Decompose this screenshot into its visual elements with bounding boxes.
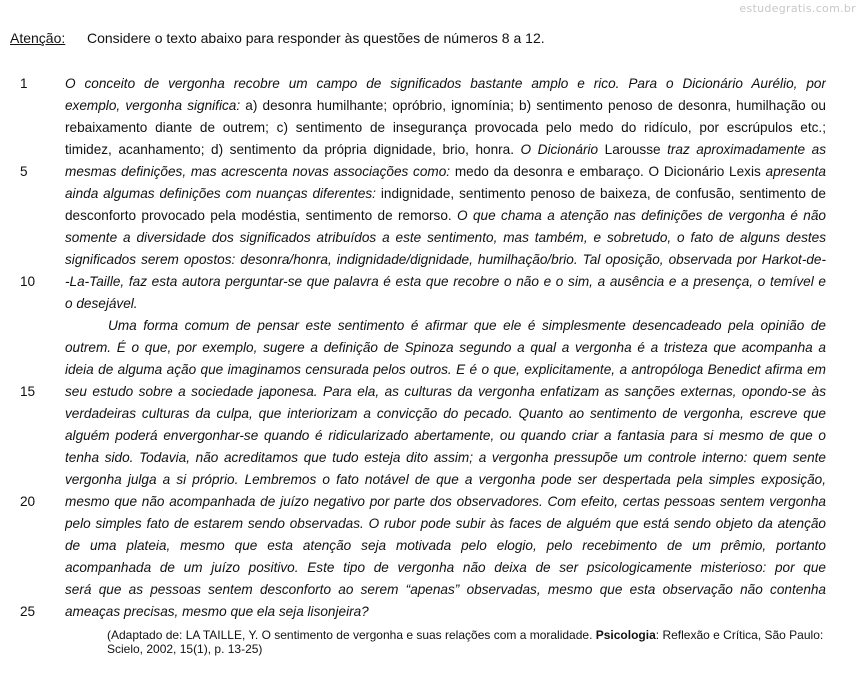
text-line (0, 293, 862, 315)
italic-segment: ideia de alguma ação que imaginamos censurada pelos outros. E é o que, explicitamente, a antropóloga Benedict afirma em (65, 362, 826, 377)
text-line (0, 469, 862, 491)
line-number: 15 (20, 384, 36, 399)
line-text (65, 249, 826, 271)
line-number: 20 (20, 494, 36, 509)
italic-segment: apresenta (765, 164, 826, 179)
italic-segment: significados serem opostos: desonra/honra, indignidade/dignidade, humilhação/brio. Tal oposição, observada por Harkot-de- (65, 252, 826, 267)
italic-segment: somente a diversidade dos significados atribuídos a este sentimento, mas também, e sobretudo, o fato de alguns destes (65, 230, 826, 245)
line-text (65, 447, 826, 469)
source-suffix: : Reflexão e Crítica, São Paulo: Scielo, 2002, 15(1), p. 13-25) (107, 628, 824, 656)
line-text (65, 73, 826, 95)
italic-segment: outrem. É o que, por exemplo, sugere a definição de Spinoza segundo a qual a vergonha é a tristeza que acompanha a (65, 340, 826, 355)
regular-segment: Larousse (598, 142, 668, 157)
line-text (65, 227, 826, 249)
italic-segment: o desejável. (65, 296, 138, 311)
attention-instruction: Considere o texto abaixo para responder às questões de números 8 a 12. (87, 30, 545, 46)
italic-segment: verdadeiras culturas da culpa, que interiorizam a convicção do pecado. Quanto ao sentimento de vergonha, escreve que (65, 406, 826, 421)
italic-segment: O que chama a atenção nas definições de vergonha é não (457, 208, 826, 223)
text-line (0, 205, 862, 227)
line-number: 1 (20, 76, 28, 91)
text-line (0, 117, 862, 139)
italic-segment: O Dicionário (520, 142, 599, 157)
text-line (0, 161, 862, 183)
regular-segment: medo da desonra e embaraço. O Dicionário Lexis (450, 164, 766, 179)
italic-segment: de uma plateia, mesmo que esta atenção seja motivada pelo elogio, pelo recebimento de um prêmio, portanto (65, 538, 826, 553)
line-text (65, 579, 826, 601)
line-text (65, 425, 826, 447)
line-text (65, 359, 826, 381)
text-line (0, 513, 862, 535)
text-line (0, 491, 862, 513)
text-line (0, 403, 862, 425)
line-text (65, 381, 826, 403)
text-line (0, 381, 862, 403)
line-text (65, 205, 826, 227)
line-text (108, 315, 826, 337)
line-text (65, 513, 826, 535)
source-prefix: (Adaptado de: LA TAILLE, Y. O sentimento de vergonha e suas relações com a moralidade. (107, 628, 596, 642)
italic-segment: seu estudo sobre a sociedade japonesa. Para ela, as culturas da vergonha enfatizam as sanções externas, opondo-se às (65, 384, 826, 399)
regular-segment: timidez, acanhamento; d) sentimento da própria dignidade, brio, honra. (65, 142, 521, 157)
regular-segment: rebaixamento diante de outrem; c) sentimento de insegurança provocada pelo medo do ridículo, por escrúpulos etc.; (65, 120, 826, 135)
line-text (65, 491, 826, 513)
line-text (65, 161, 826, 183)
line-text (65, 293, 826, 315)
italic-segment: vergonha julga a si próprio. Lembremos o fato notável de que a vergonha pode ser despertada pela simples exposição, (65, 472, 826, 487)
text-line (0, 73, 862, 95)
line-text (65, 337, 826, 359)
italic-segment: O conceito de vergonha recobre um campo de significados bastante amplo e rico. Para o Dicionário Aurélio, por (65, 76, 826, 91)
line-text (65, 557, 826, 579)
text-line (0, 227, 862, 249)
text-line (0, 447, 862, 469)
text-line (0, 579, 862, 601)
line-text (65, 403, 826, 425)
attention-header (10, 30, 545, 46)
line-number: 10 (20, 274, 36, 289)
line-number: 25 (20, 604, 36, 619)
line-text (65, 271, 826, 293)
text-line (0, 271, 862, 293)
italic-segment: Uma forma comum de pensar este sentimento é afirmar que ele é simplesmente desencadeado pela opinião de (108, 318, 826, 333)
text-line (0, 139, 862, 161)
line-text (65, 535, 826, 557)
italic-segment: acompanhada de um juízo positivo. Este tipo de vergonha não deixa de ser psicologicamente misterioso: por que (65, 560, 826, 575)
line-text (65, 139, 826, 161)
text-line (0, 249, 862, 271)
italic-segment: pelo simples fato de estarem sendo observadas. O rubor pode subir às faces de alguém que está sendo objeto da atenção (65, 516, 826, 531)
italic-segment: ainda algumas definições com nuanças diferentes: (65, 186, 376, 201)
regular-segment: desconforto provocado pela modéstia, sentimento de remorso. (65, 208, 458, 223)
text-line (0, 95, 862, 117)
line-text (65, 601, 826, 623)
text-line (0, 337, 862, 359)
regular-segment: indignidade, sentimento penoso de baixeza, de confusão, sentimento de (375, 186, 826, 201)
source-citation (107, 628, 829, 656)
text-line (0, 315, 862, 337)
regular-segment: a) desonra humilhante; opróbrio, ignomínia; b) sentimento penoso de desonra, humilhação ou (240, 98, 826, 113)
line-text (65, 95, 826, 117)
text-line (0, 535, 862, 557)
italic-segment: mesmas definições, mas acrescenta novas associações como: (65, 164, 451, 179)
text-line (0, 359, 862, 381)
italic-segment: ameaças precisas, mesmo que ela seja lisonjeira? (65, 604, 369, 619)
line-text (65, 183, 826, 205)
italic-segment: mesmo que não acompanhada de juízo negativo por parte dos observadores. Com efeito, certas pessoas sentem vergonha (65, 494, 826, 509)
italic-segment: alguém poderá envergonhar-se quando é ridicularizado abertamente, ou quando criar a fantasia para si mesmo de que o (65, 428, 826, 443)
line-number: 5 (20, 164, 28, 179)
italic-segment: tenha sido. Todavia, não acreditamos que tudo esteja dito assim; a vergonha pressupõe um controle interno: quem sente (65, 450, 826, 465)
text-body (0, 73, 862, 623)
italic-segment: traz aproximadamente as (667, 142, 826, 157)
italic-segment: exemplo, vergonha significa: (65, 98, 241, 113)
text-line (0, 601, 862, 623)
text-line (0, 557, 862, 579)
site-watermark: estudegratis.com.br (739, 2, 856, 15)
attention-label: Atenção: (10, 30, 66, 46)
italic-segment: -La-Taille, faz esta autora perguntar-se que palavra é esta que recobre o não e o sim, a ausência e a presença, o temível e (65, 274, 826, 289)
text-line (0, 183, 862, 205)
line-text (65, 117, 826, 139)
italic-segment: será que as pessoas sentem desconforto ao serem “apenas” observadas, mesmo que esta observação não contenha (65, 582, 826, 597)
source-journal: Psicologia (595, 628, 656, 642)
line-text (65, 469, 826, 491)
text-line (0, 425, 862, 447)
